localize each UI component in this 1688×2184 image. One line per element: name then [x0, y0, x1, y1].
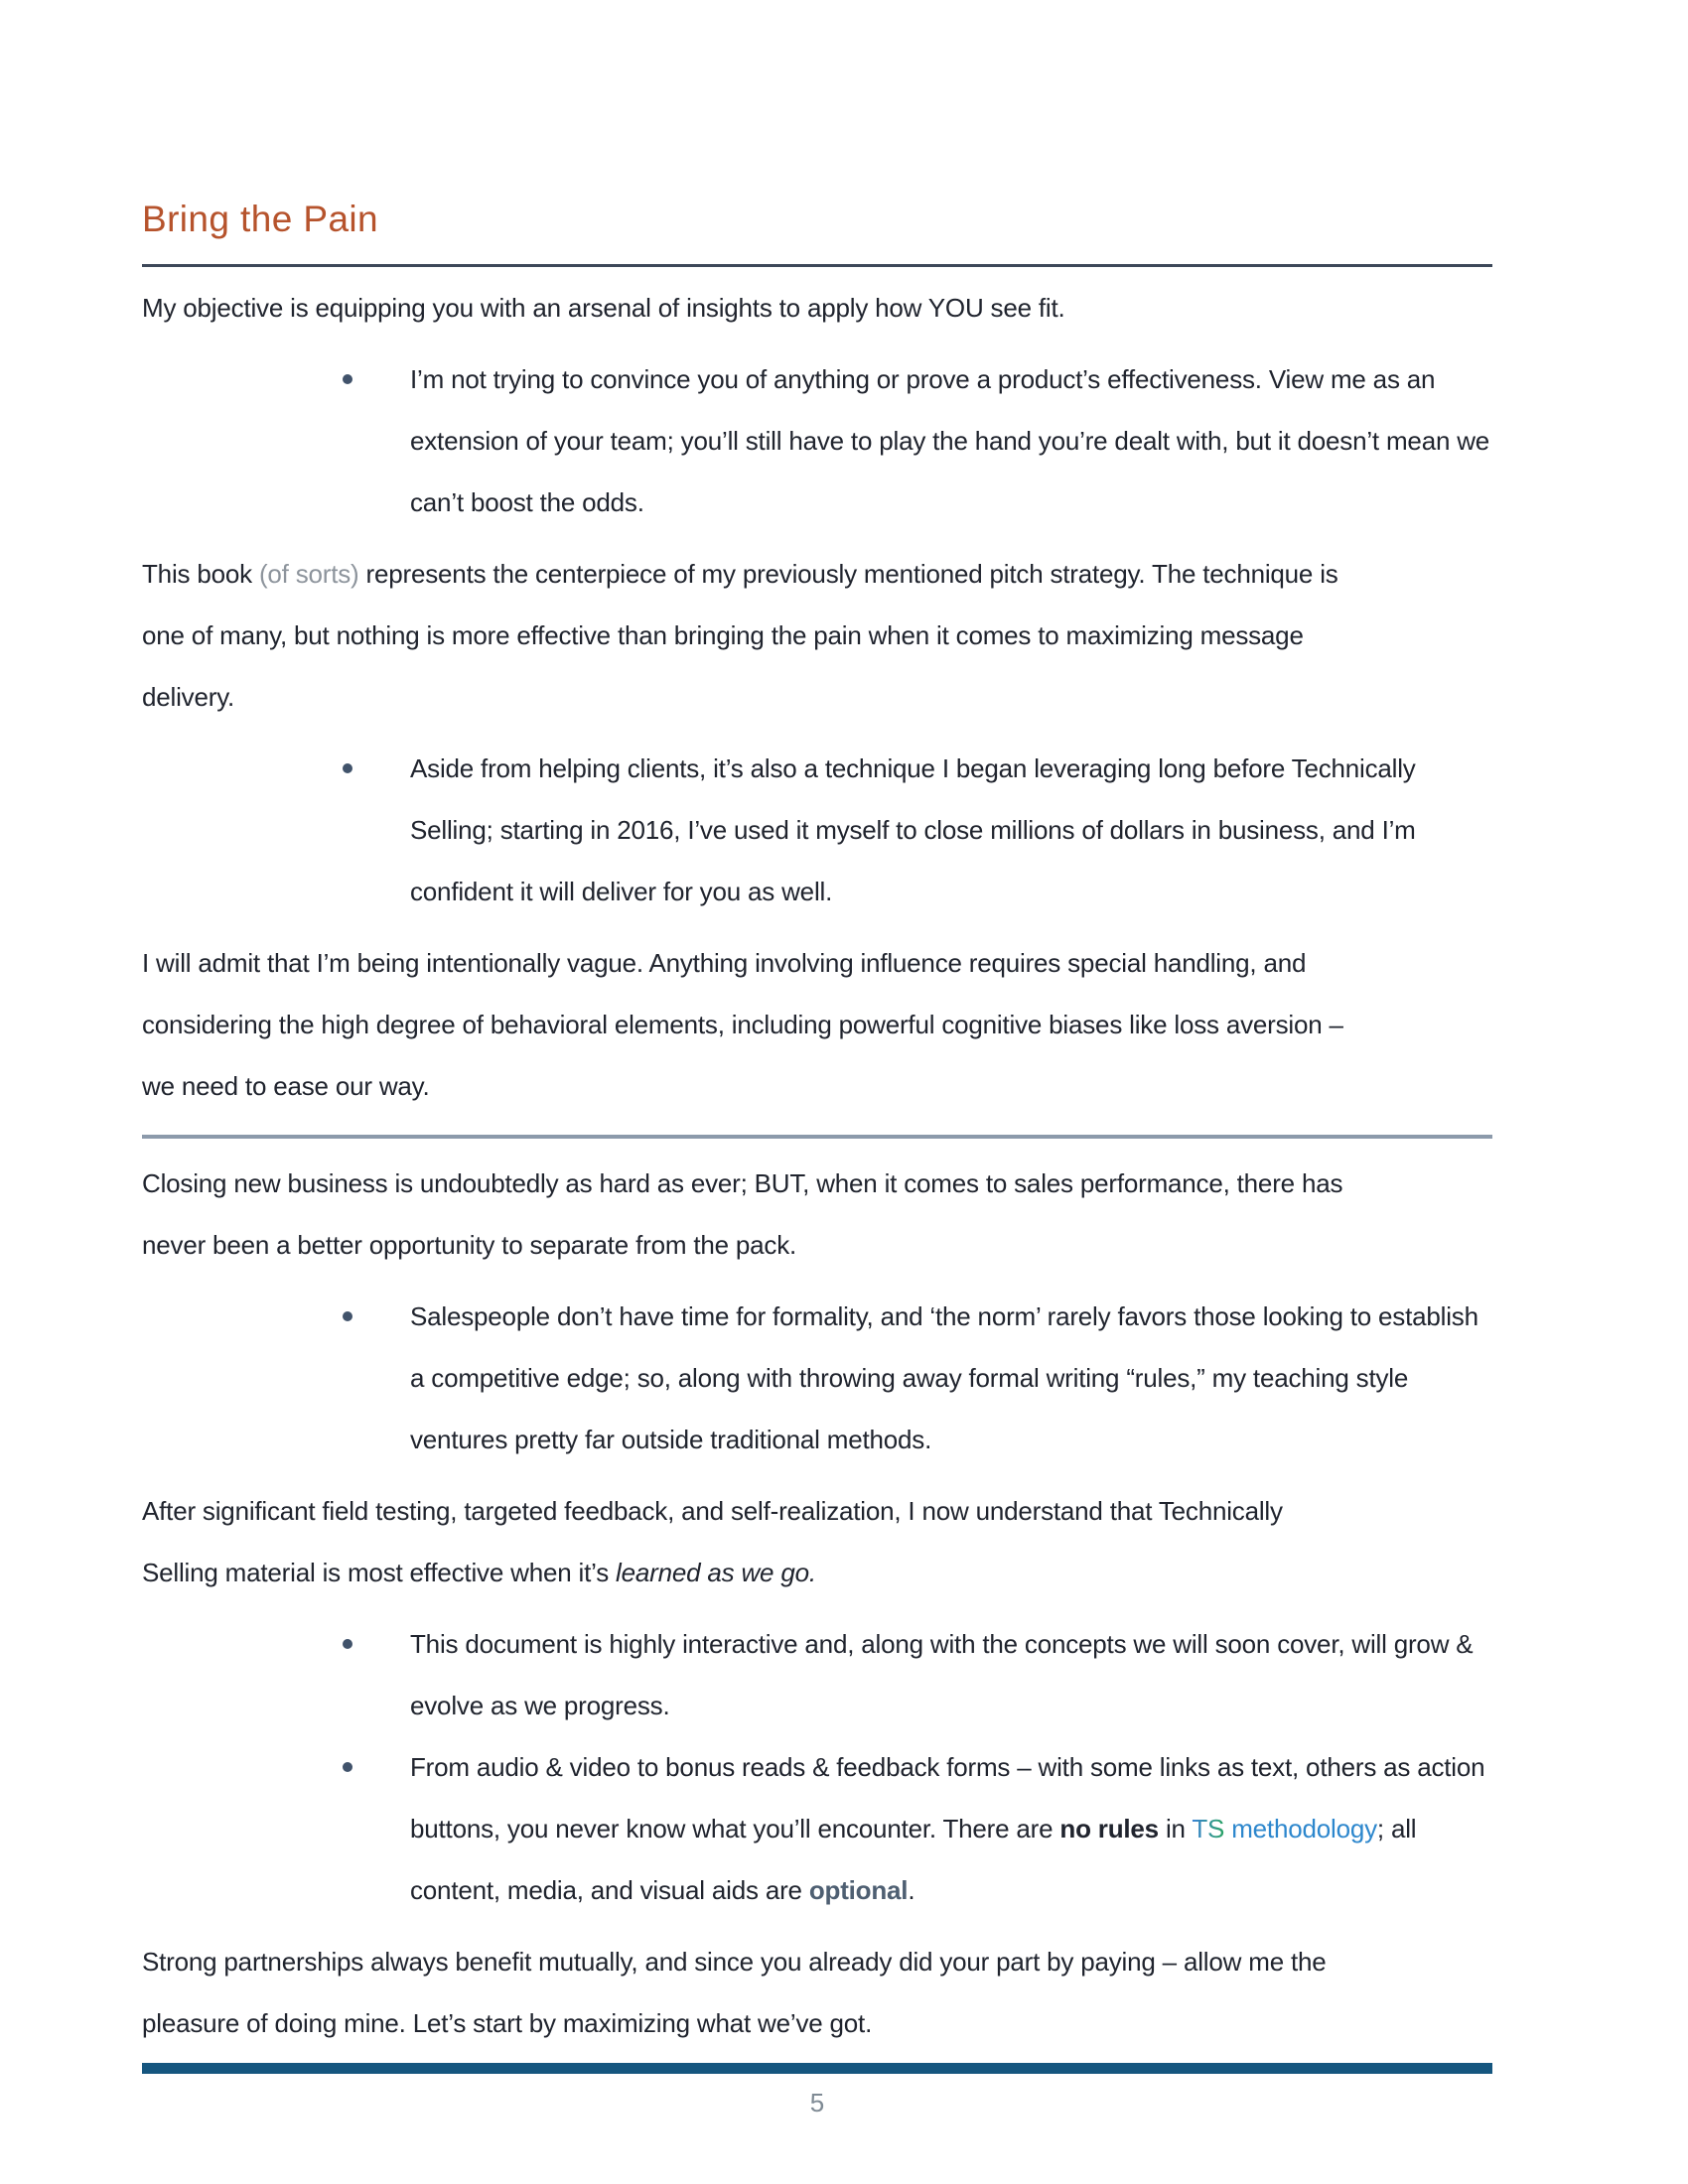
- list-item: [142, 1736, 1492, 1921]
- bullet-list-technique: [142, 738, 1492, 922]
- text-run: .: [908, 1875, 915, 1905]
- page-number: 5: [809, 2088, 825, 2117]
- link-text-ts: TS: [1192, 1814, 1225, 1843]
- list-item: [142, 738, 1492, 922]
- paragraph-closing: Closing new business is undoubtedly as hard as ever; BUT, when it comes to sales performance, there has never been a better opportunity to separate from the pack.: [142, 1168, 1343, 1260]
- bullet-icon: [343, 1639, 352, 1649]
- list-item: [142, 1613, 1492, 1736]
- paragraph-objective: My objective is equipping you with an arsenal of insights to apply how YOU see fit.: [142, 293, 1065, 323]
- list-item: [142, 348, 1492, 533]
- text-run-italic: learned as we go.: [616, 1558, 816, 1587]
- bullet-icon: [343, 763, 352, 773]
- paragraph-field-testing: [142, 1480, 1363, 1603]
- text-run: After significant field testing, targeted feedback, and self-realization, I now understand that Technically Selling material is most effective when it’s: [142, 1496, 1283, 1587]
- bullet-icon: [343, 1762, 352, 1772]
- text-run-optional: optional: [808, 1875, 909, 1905]
- list-item: [142, 1286, 1492, 1470]
- list-item-text: Salespeople don’t have time for formality, and ‘the norm’ rarely favors those looking to establish a competitive edge; so, along with throwing away formal writing “rules,” my teaching style ventures pretty far outside traditional methods.: [410, 1301, 1478, 1454]
- paragraph-this-book: [142, 543, 1363, 728]
- page-footer: [142, 2063, 1492, 2118]
- text-run: represents the centerpiece of my previously mentioned pitch strategy. The technique is one of many, but nothing is more effective than bringing the pain when it comes to maximizing message delivery.: [142, 559, 1338, 712]
- list-item-text: Aside from helping clients, it’s also a technique I began leveraging long before Technically Selling; starting in 2016, I’ve used it myself to close millions of dollars in business, and I’m confident it will deliver for you as well.: [410, 753, 1416, 906]
- paragraph-partnerships: Strong partnerships always benefit mutually, and since you already did your part by paying – allow me the pleasure of doing mine. Let’s start by maximizing what we’ve got.: [142, 1947, 1327, 2038]
- text-run-bold: no rules: [1059, 1814, 1159, 1843]
- link-text-methodology: methodology: [1224, 1814, 1377, 1843]
- text-run: ; all content, media, and visual aids are: [410, 1814, 1417, 1905]
- list-item-text: This document is highly interactive and, along with the concepts we will soon cover, will grow & evolve as we progress.: [410, 1629, 1474, 1720]
- bullet-list-intro: [142, 348, 1492, 533]
- ts-methodology-link[interactable]: [1192, 1814, 1377, 1843]
- section-divider: [142, 1135, 1492, 1139]
- footer-accent-bar: [142, 2063, 1492, 2074]
- bullet-list-interactive: [142, 1613, 1492, 1921]
- heading-divider: [142, 264, 1492, 267]
- text-run: From audio & video to bonus reads & feedback forms – with some links as text, others as action buttons, you never know what you’ll encounter. There are: [410, 1752, 1485, 1843]
- paragraph-vague: I will admit that I’m being intentionally vague. Anything involving influence requires special handling, and considering the high degree of behavioral elements, including powerful cognitive biases like loss aversion – we need to ease our way.: [142, 948, 1343, 1101]
- bullet-icon: [343, 374, 352, 384]
- bullet-icon: [343, 1311, 352, 1321]
- list-item-text: I’m not trying to convince you of anything or prove a product’s effectiveness. View me as an extension of your team; you’ll still have to play the hand you’re dealt with, but it doesn’t mean we can’t boost the odds.: [410, 364, 1490, 517]
- text-run: This book: [142, 559, 259, 589]
- section-heading: Bring the Pain: [142, 199, 379, 239]
- text-run-muted: (of sorts): [258, 559, 359, 589]
- bullet-list-salespeople: [142, 1286, 1492, 1470]
- text-run: in: [1158, 1814, 1193, 1843]
